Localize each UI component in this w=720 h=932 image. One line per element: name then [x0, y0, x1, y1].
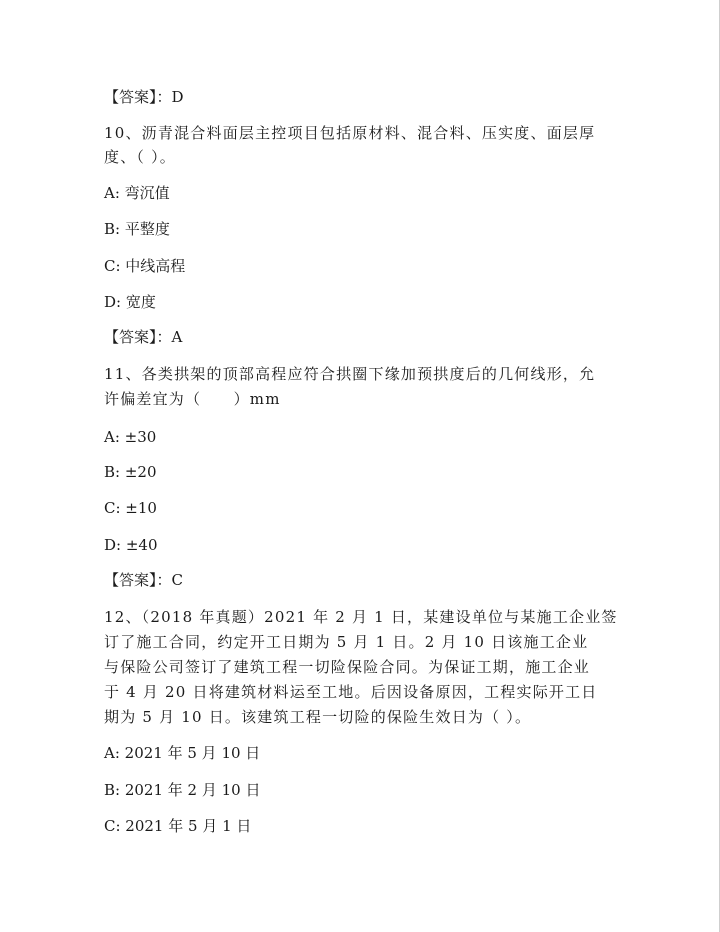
question-10-option-b: B: 平整度 [104, 220, 170, 238]
question-11-option-a: A: ±30 [104, 428, 157, 446]
question-11-answer: 【答案】：C [104, 571, 183, 589]
question-12-line-5: 期为 5 月 10 日。该建筑工程一切险的保险生效日为（ ）。 [104, 708, 532, 726]
question-11-option-b: B: ±20 [104, 463, 157, 481]
question-11-line-1: 11、各类拱架的顶部高程应符合拱圈下缘加预拱度后的几何线形，允 [104, 365, 596, 383]
question-10-line-2: 度、（ ）。 [104, 148, 176, 166]
question-11-option-d: D: ±40 [104, 536, 158, 554]
question-10-option-d: D: 宽度 [104, 293, 156, 311]
question-11-line-2: 许偏差宜为（ ）mm [104, 390, 281, 408]
question-12-line-1: 12、（2018 年真题）2021 年 2 月 1 日，某建设单位与某施工企业签 [104, 608, 618, 626]
question-12-option-c: C: 2021 年 5 月 1 日 [104, 817, 252, 835]
question-10-answer: 【答案】：A [104, 328, 183, 346]
question-11-option-c: C: ±10 [104, 499, 157, 517]
question-12-option-a: A: 2021 年 5 月 10 日 [104, 744, 261, 762]
question-10-line-1: 10、沥青混合料面层主控项目包括原材料、混合料、压实度、面层厚 [104, 124, 596, 142]
question-12-line-2: 订了施工合同，约定开工日期为 5 月 1 日。2 月 10 日该施工企业 [104, 633, 589, 651]
question-12-line-3: 与保险公司签订了建筑工程一切险保险合同。为保证工期，施工企业 [104, 658, 591, 676]
question-10-option-a: A: 弯沉值 [104, 184, 170, 202]
question-12-line-4: 于 4 月 20 日将建筑材料运至工地。后因设备原因，工程实际开工日 [104, 683, 598, 701]
answer-previous: 【答案】：D [104, 88, 184, 106]
question-12-option-b: B: 2021 年 2 月 10 日 [104, 781, 261, 799]
question-10-option-c: C: 中线高程 [104, 257, 186, 275]
